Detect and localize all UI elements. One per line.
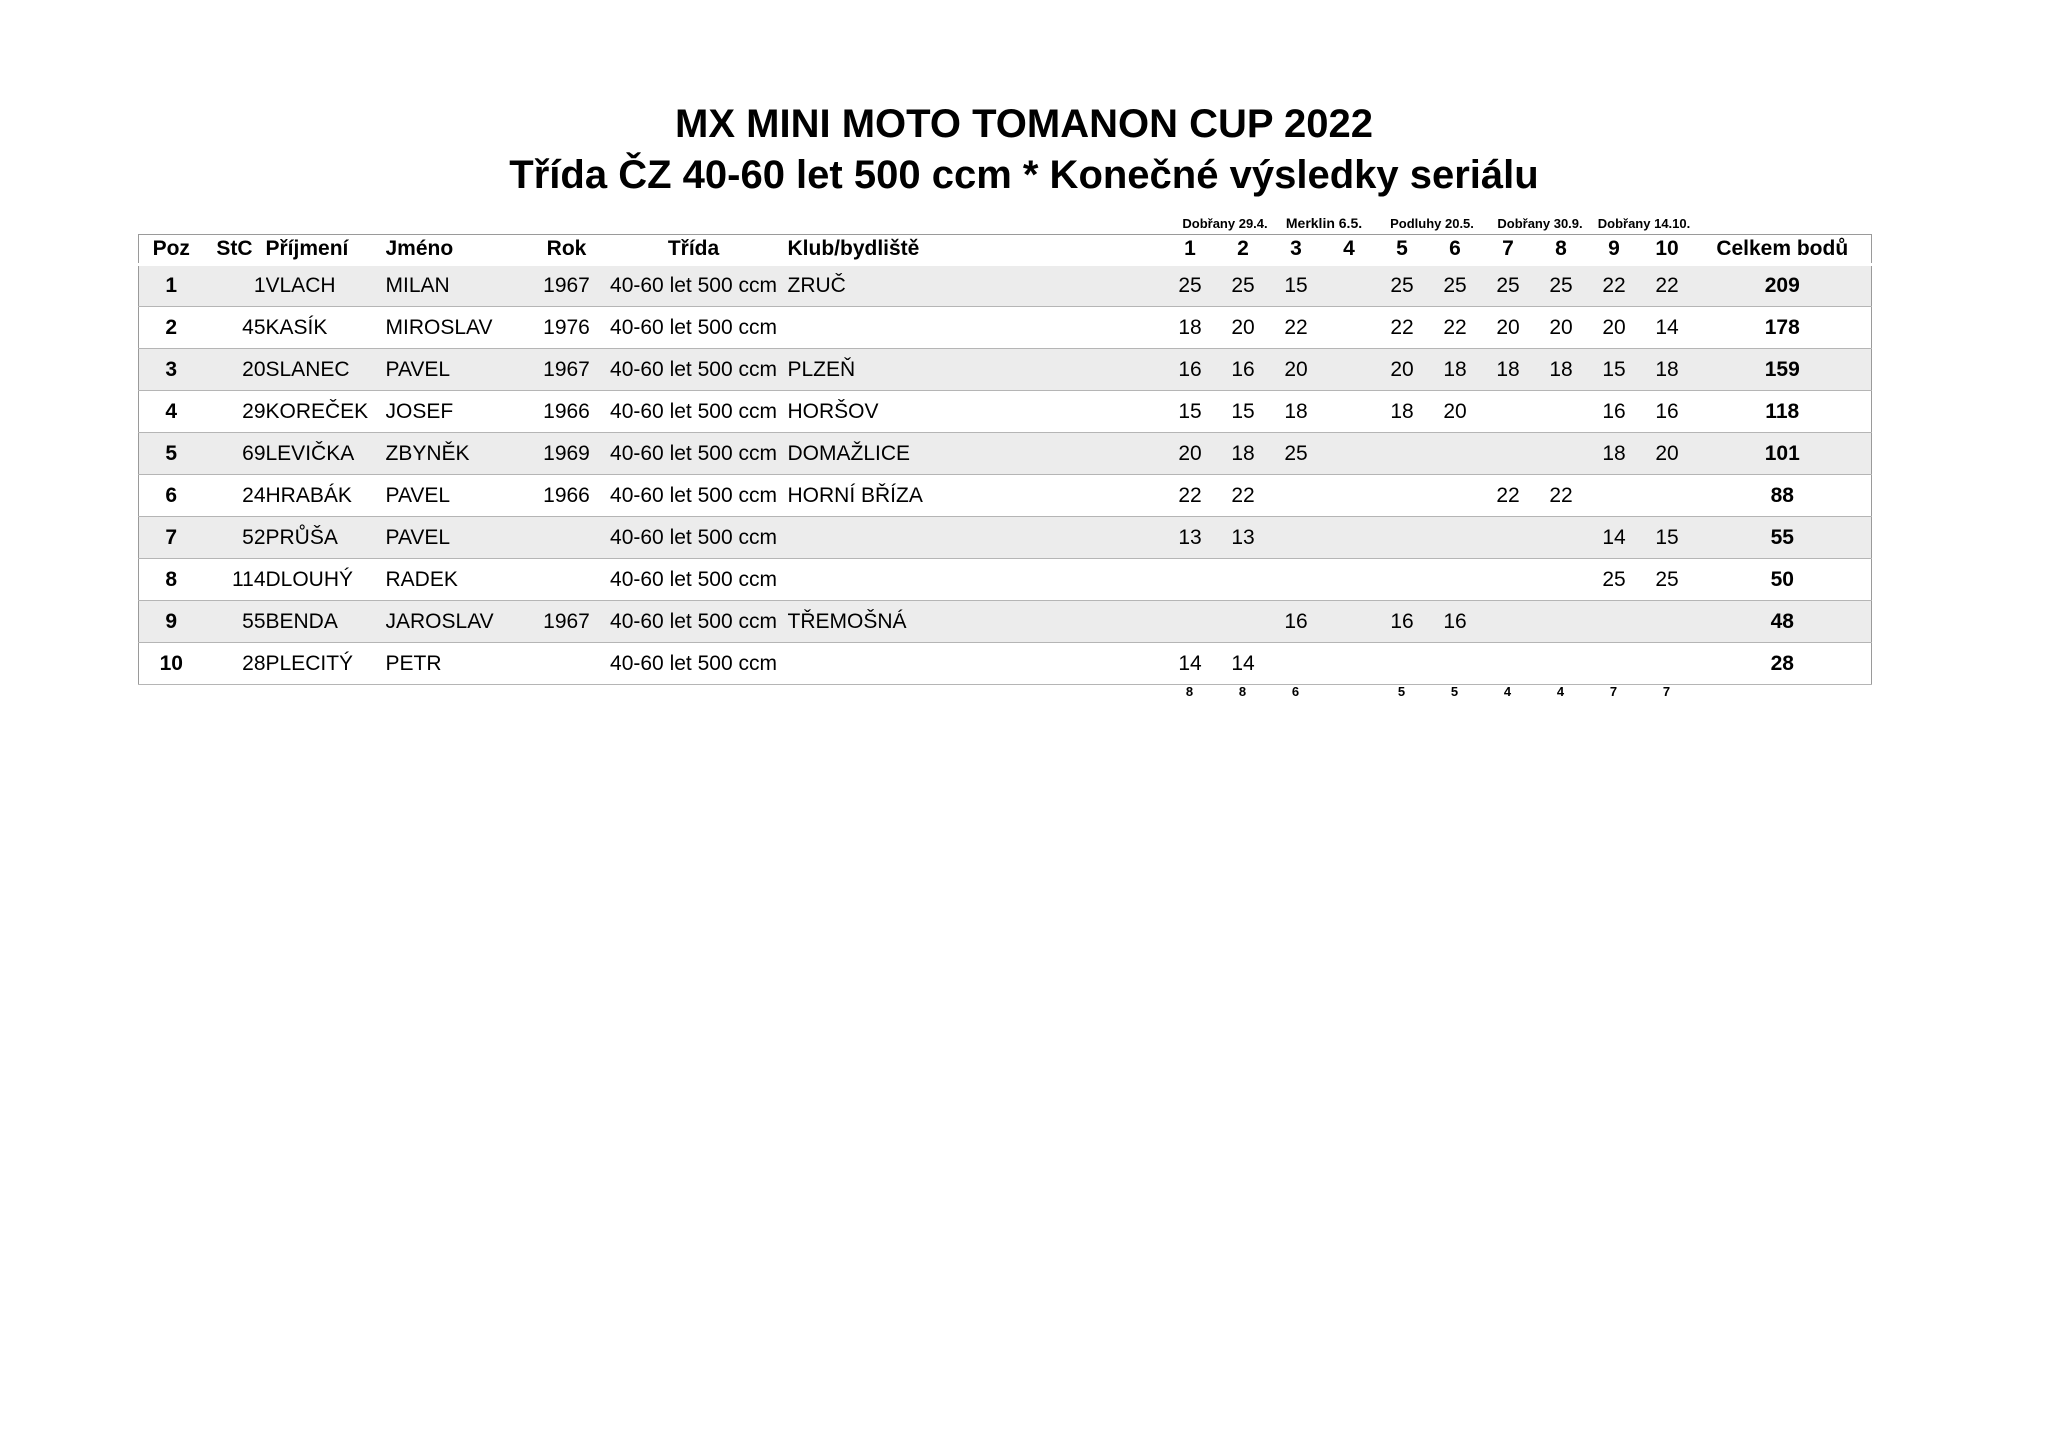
cell-rok: 1967 [534, 601, 600, 643]
cell-race-4-points [1323, 475, 1376, 517]
cell-jmeno: JOSEF [386, 391, 534, 433]
cell-jmeno: PAVEL [386, 349, 534, 391]
cell-celkem: 159 [1694, 349, 1872, 391]
race-4-participant-count [1322, 683, 1375, 699]
header-celkem: Celkem bodů [1694, 235, 1872, 265]
table-row [139, 601, 1872, 643]
cell-race-10-points: 18 [1641, 349, 1694, 391]
counts-spacer [599, 683, 787, 699]
cell-trida: 40-60 let 500 ccm [600, 559, 788, 601]
header-rok: Rok [534, 235, 600, 265]
cell-jmeno: RADEK [386, 559, 534, 601]
cell-race-8-points: 20 [1535, 307, 1588, 349]
cell-race-9-points [1588, 475, 1641, 517]
cell-prijmeni: HRABÁK [266, 475, 386, 517]
cell-celkem: 101 [1694, 433, 1872, 475]
table-row [139, 391, 1872, 433]
cell-race-3-points [1270, 559, 1323, 601]
race-1-participant-count: 8 [1185, 683, 1194, 699]
cell-stc: 52 [204, 517, 266, 559]
cell-race-9-points: 18 [1588, 433, 1641, 475]
cell-race-5-points: 25 [1376, 265, 1429, 307]
counts-spacer [385, 683, 533, 699]
cell-trida: 40-60 let 500 ccm [600, 475, 788, 517]
document-subtitle: Třída ČZ 40-60 let 500 ccm * Konečné výsledky seriálu [509, 153, 1539, 197]
cell-trida: 40-60 let 500 ccm [600, 517, 788, 559]
cell-poz: 2 [139, 307, 204, 349]
race-9-participant-count: 7 [1609, 683, 1618, 699]
cell-rok: 1976 [534, 307, 600, 349]
cell-race-3-points [1270, 643, 1323, 685]
cell-jmeno: PETR [386, 643, 534, 685]
venue-label-5: Dobřany 14.10. [1597, 216, 1691, 231]
cell-race-4-points [1323, 601, 1376, 643]
cell-stc: 69 [204, 433, 266, 475]
cell-race-6-points [1429, 559, 1482, 601]
cell-race-4-points [1323, 559, 1376, 601]
cell-race-6-points [1429, 475, 1482, 517]
cell-race-6-points: 22 [1429, 307, 1482, 349]
cell-race-4-points [1323, 307, 1376, 349]
cell-race-9-points: 16 [1588, 391, 1641, 433]
cell-race-5-points [1376, 559, 1429, 601]
cell-rok: 1967 [534, 265, 600, 307]
cell-race-2-points: 15 [1217, 391, 1270, 433]
counts-spacer [265, 683, 385, 699]
cell-poz: 3 [139, 349, 204, 391]
cell-trida: 40-60 let 500 ccm [600, 265, 788, 307]
cell-race-3-points: 20 [1270, 349, 1323, 391]
race-3-participant-count: 6 [1291, 683, 1300, 699]
cell-stc: 55 [204, 601, 266, 643]
cell-klub: HORŠOV [788, 391, 1164, 433]
header-race-2: 2 [1217, 235, 1270, 265]
cell-race-10-points: 14 [1641, 307, 1694, 349]
cell-race-1-points: 15 [1164, 391, 1217, 433]
cell-race-5-points: 20 [1376, 349, 1429, 391]
results-table [138, 234, 1872, 685]
cell-race-8-points [1535, 643, 1588, 685]
cell-stc: 29 [204, 391, 266, 433]
cell-race-4-points [1323, 391, 1376, 433]
counts-spacer [203, 683, 265, 699]
table-row [139, 475, 1872, 517]
cell-race-7-points [1482, 391, 1535, 433]
header-race-10: 10 [1641, 235, 1694, 265]
header-race-4: 4 [1323, 235, 1376, 265]
cell-race-7-points: 18 [1482, 349, 1535, 391]
header-race-7: 7 [1482, 235, 1535, 265]
cell-race-1-points: 14 [1164, 643, 1217, 685]
cell-race-2-points [1217, 601, 1270, 643]
cell-race-6-points [1429, 517, 1482, 559]
cell-race-9-points [1588, 643, 1641, 685]
cell-stc: 114 [204, 559, 266, 601]
cell-stc: 28 [204, 643, 266, 685]
cell-celkem: 178 [1694, 307, 1872, 349]
header-jmeno: Jméno [386, 235, 534, 265]
cell-poz: 10 [139, 643, 204, 685]
cell-stc: 24 [204, 475, 266, 517]
cell-poz: 9 [139, 601, 204, 643]
race-8-participant-count: 4 [1556, 683, 1565, 699]
cell-klub [788, 559, 1164, 601]
cell-race-10-points: 20 [1641, 433, 1694, 475]
cell-race-2-points: 20 [1217, 307, 1270, 349]
cell-klub [788, 307, 1164, 349]
cell-prijmeni: KOREČEK [266, 391, 386, 433]
table-row [139, 307, 1872, 349]
cell-race-5-points: 18 [1376, 391, 1429, 433]
cell-race-7-points: 25 [1482, 265, 1535, 307]
cell-race-5-points [1376, 433, 1429, 475]
cell-poz: 6 [139, 475, 204, 517]
cell-trida: 40-60 let 500 ccm [600, 307, 788, 349]
cell-race-2-points [1217, 559, 1270, 601]
results-body [139, 265, 1872, 685]
race-2-participant-count: 8 [1238, 683, 1247, 699]
cell-race-1-points [1164, 559, 1217, 601]
cell-race-3-points [1270, 517, 1323, 559]
cell-race-10-points: 15 [1641, 517, 1694, 559]
cell-race-6-points: 25 [1429, 265, 1482, 307]
cell-trida: 40-60 let 500 ccm [600, 643, 788, 685]
cell-rok [534, 559, 600, 601]
cell-rok: 1969 [534, 433, 600, 475]
venue-label-1: Dobřany 29.4. [1182, 216, 1268, 231]
cell-race-7-points: 20 [1482, 307, 1535, 349]
cell-prijmeni: KASÍK [266, 307, 386, 349]
cell-race-5-points: 16 [1376, 601, 1429, 643]
cell-race-9-points: 25 [1588, 559, 1641, 601]
cell-rok: 1967 [534, 349, 600, 391]
cell-race-1-points: 20 [1164, 433, 1217, 475]
counts-spacer [138, 683, 203, 699]
cell-race-2-points: 16 [1217, 349, 1270, 391]
cell-celkem: 48 [1694, 601, 1872, 643]
cell-prijmeni: VLACH [266, 265, 386, 307]
cell-prijmeni: DLOUHÝ [266, 559, 386, 601]
cell-race-8-points [1535, 433, 1588, 475]
cell-celkem: 88 [1694, 475, 1872, 517]
cell-klub: TŘEMOŠNÁ [788, 601, 1164, 643]
cell-race-5-points [1376, 517, 1429, 559]
cell-race-1-points: 25 [1164, 265, 1217, 307]
cell-race-10-points [1641, 475, 1694, 517]
cell-race-3-points: 16 [1270, 601, 1323, 643]
cell-klub [788, 643, 1164, 685]
header-race-9: 9 [1588, 235, 1641, 265]
cell-race-7-points: 22 [1482, 475, 1535, 517]
cell-jmeno: PAVEL [386, 517, 534, 559]
cell-rok [534, 517, 600, 559]
cell-jmeno: MILAN [386, 265, 534, 307]
cell-race-10-points [1641, 601, 1694, 643]
table-row [139, 433, 1872, 475]
venue-label-4: Dobřany 30.9. [1497, 216, 1583, 231]
cell-race-1-points: 18 [1164, 307, 1217, 349]
cell-race-10-points: 16 [1641, 391, 1694, 433]
cell-race-5-points: 22 [1376, 307, 1429, 349]
cell-race-8-points: 18 [1535, 349, 1588, 391]
cell-race-3-points: 18 [1270, 391, 1323, 433]
cell-race-8-points [1535, 601, 1588, 643]
cell-race-4-points [1323, 433, 1376, 475]
venue-label-3: Podluhy 20.5. [1390, 216, 1474, 231]
table-row [139, 349, 1872, 391]
cell-race-1-points: 16 [1164, 349, 1217, 391]
header-race-1: 1 [1164, 235, 1217, 265]
cell-race-6-points: 20 [1429, 391, 1482, 433]
cell-race-4-points [1323, 643, 1376, 685]
cell-race-8-points: 25 [1535, 265, 1588, 307]
cell-rok: 1966 [534, 391, 600, 433]
cell-race-5-points [1376, 475, 1429, 517]
cell-race-10-points: 22 [1641, 265, 1694, 307]
race-6-participant-count: 5 [1450, 683, 1459, 699]
header-stc: StC [204, 235, 266, 265]
cell-trida: 40-60 let 500 ccm [600, 349, 788, 391]
cell-race-1-points: 22 [1164, 475, 1217, 517]
cell-race-7-points [1482, 517, 1535, 559]
cell-race-3-points: 25 [1270, 433, 1323, 475]
header-klub: Klub/bydliště [788, 235, 1164, 265]
counts-spacer [1693, 683, 1871, 699]
cell-celkem: 209 [1694, 265, 1872, 307]
race-7-participant-count: 4 [1503, 683, 1512, 699]
cell-race-3-points [1270, 475, 1323, 517]
cell-race-7-points [1482, 433, 1535, 475]
cell-poz: 1 [139, 265, 204, 307]
header-prijmeni: Příjmení [266, 235, 386, 265]
cell-prijmeni: LEVIČKA [266, 433, 386, 475]
cell-jmeno: PAVEL [386, 475, 534, 517]
cell-klub: ZRUČ [788, 265, 1164, 307]
cell-klub [788, 517, 1164, 559]
cell-prijmeni: SLANEC [266, 349, 386, 391]
cell-race-4-points [1323, 265, 1376, 307]
cell-race-6-points: 18 [1429, 349, 1482, 391]
cell-jmeno: MIROSLAV [386, 307, 534, 349]
participant-counts-row [138, 683, 1871, 699]
cell-celkem: 28 [1694, 643, 1872, 685]
cell-race-8-points [1535, 517, 1588, 559]
cell-race-10-points: 25 [1641, 559, 1694, 601]
table-row [139, 517, 1872, 559]
cell-race-9-points: 15 [1588, 349, 1641, 391]
cell-race-3-points: 22 [1270, 307, 1323, 349]
cell-race-6-points [1429, 433, 1482, 475]
header-race-6: 6 [1429, 235, 1482, 265]
cell-klub: PLZEŇ [788, 349, 1164, 391]
counts-spacer [787, 683, 1163, 699]
cell-race-9-points: 20 [1588, 307, 1641, 349]
counts-spacer [533, 683, 599, 699]
race-5-participant-count: 5 [1397, 683, 1406, 699]
cell-klub: HORNÍ BŘÍZA [788, 475, 1164, 517]
cell-race-2-points: 18 [1217, 433, 1270, 475]
cell-race-9-points [1588, 601, 1641, 643]
cell-prijmeni: PRŮŠA [266, 517, 386, 559]
cell-race-5-points [1376, 643, 1429, 685]
cell-race-1-points [1164, 601, 1217, 643]
cell-celkem: 50 [1694, 559, 1872, 601]
cell-celkem: 118 [1694, 391, 1872, 433]
cell-race-4-points [1323, 517, 1376, 559]
table-header-row [139, 235, 1872, 265]
header-trida: Třída [600, 235, 788, 265]
cell-race-2-points: 25 [1217, 265, 1270, 307]
cell-celkem: 55 [1694, 517, 1872, 559]
cell-stc: 20 [204, 349, 266, 391]
cell-race-10-points [1641, 643, 1694, 685]
cell-race-3-points: 15 [1270, 265, 1323, 307]
cell-race-2-points: 22 [1217, 475, 1270, 517]
header-race-8: 8 [1535, 235, 1588, 265]
cell-race-1-points: 13 [1164, 517, 1217, 559]
cell-rok [534, 643, 600, 685]
cell-race-4-points [1323, 349, 1376, 391]
cell-poz: 5 [139, 433, 204, 475]
table-row [139, 643, 1872, 685]
cell-trida: 40-60 let 500 ccm [600, 601, 788, 643]
cell-klub: DOMAŽLICE [788, 433, 1164, 475]
header-poz: Poz [139, 235, 204, 265]
cell-trida: 40-60 let 500 ccm [600, 433, 788, 475]
cell-race-6-points [1429, 643, 1482, 685]
cell-race-9-points: 22 [1588, 265, 1641, 307]
participant-counts [138, 683, 1871, 699]
cell-stc: 45 [204, 307, 266, 349]
cell-race-7-points [1482, 643, 1535, 685]
cell-race-8-points [1535, 391, 1588, 433]
cell-race-7-points [1482, 559, 1535, 601]
race-10-participant-count: 7 [1662, 683, 1671, 699]
cell-race-6-points: 16 [1429, 601, 1482, 643]
cell-race-9-points: 14 [1588, 517, 1641, 559]
cell-trida: 40-60 let 500 ccm [600, 391, 788, 433]
cell-poz: 7 [139, 517, 204, 559]
header-race-5: 5 [1376, 235, 1429, 265]
cell-race-2-points: 13 [1217, 517, 1270, 559]
table-row [139, 265, 1872, 307]
document-title: MX MINI MOTO TOMANON CUP 2022 [675, 102, 1373, 146]
cell-race-2-points: 14 [1217, 643, 1270, 685]
cell-prijmeni: BENDA [266, 601, 386, 643]
cell-prijmeni: PLECITÝ [266, 643, 386, 685]
cell-race-8-points [1535, 559, 1588, 601]
table-row [139, 559, 1872, 601]
cell-stc: 1 [204, 265, 266, 307]
cell-poz: 4 [139, 391, 204, 433]
header-race-3: 3 [1270, 235, 1323, 265]
cell-race-7-points [1482, 601, 1535, 643]
cell-rok: 1966 [534, 475, 600, 517]
cell-poz: 8 [139, 559, 204, 601]
venue-label-2: Merklin 6.5. [1285, 215, 1363, 231]
cell-jmeno: JAROSLAV [386, 601, 534, 643]
cell-jmeno: ZBYNĚK [386, 433, 534, 475]
cell-race-8-points: 22 [1535, 475, 1588, 517]
